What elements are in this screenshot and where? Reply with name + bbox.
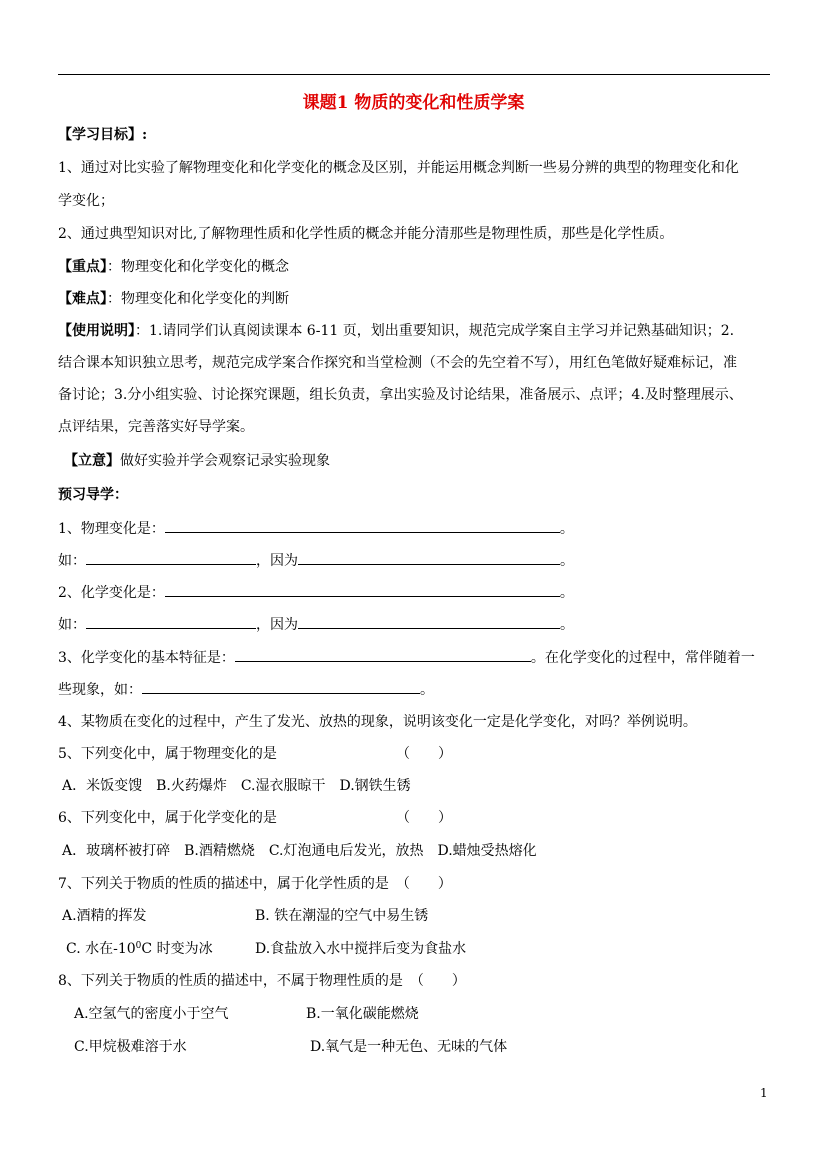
question-5-paren: （ ） xyxy=(396,746,452,762)
question-7-option-a: A.酒精的挥发 xyxy=(62,908,147,924)
question-2 xyxy=(58,582,574,603)
question-7: 7、下列关于物质的性质的描述中，属于化学性质的是 （ ） xyxy=(58,876,452,892)
usage-line-1 xyxy=(58,321,734,341)
key-point xyxy=(58,257,289,277)
question-6-paren: （ ） xyxy=(396,810,452,826)
question-8-option-a: A.空氢气的密度小于空气 xyxy=(74,1006,229,1022)
answer-blank[interactable] xyxy=(86,550,256,565)
key-point-text: ：物理变化和化学变化的概念 xyxy=(107,259,289,275)
question-8-option-c: C.甲烷极难溶于水 xyxy=(74,1039,187,1055)
goals-heading: 【学习目标】: xyxy=(58,127,148,143)
question-1-text: 1、物理变化是： xyxy=(58,521,165,537)
question-3-cont xyxy=(58,679,434,700)
question-8: 8、下列关于物质的性质的描述中，不属于物理性质的是 （ ） xyxy=(58,973,466,989)
preview-heading: 预习导学： xyxy=(58,487,128,503)
question-2-text: 2、化学变化是： xyxy=(58,585,165,601)
page-title: 课题1 物质的变化和性质学案 xyxy=(302,93,525,113)
question-8-option-d: D.氧气是一种无色、无味的气体 xyxy=(310,1039,508,1055)
question-5 xyxy=(58,744,277,764)
question-8-option-b: B.一氧化碳能燃烧 xyxy=(306,1006,419,1022)
question-5-options: A．米饭变馊 B.火药爆炸 C.湿衣服晾干 D.钢铁生锈 xyxy=(62,778,411,794)
example-label: 如： xyxy=(58,553,86,569)
answer-blank[interactable] xyxy=(165,518,560,533)
degree-superscript: 0 xyxy=(135,941,142,951)
question-2-example xyxy=(58,614,574,635)
question-1 xyxy=(58,518,574,539)
question-1-example xyxy=(58,550,574,571)
question-3-end: 。 xyxy=(420,682,434,698)
goal-item-1-cont: 学变化； xyxy=(58,193,114,209)
answer-blank[interactable] xyxy=(142,679,420,694)
motto-text: 做好实验并学会观察记录实验现象 xyxy=(120,453,330,469)
question-7-option-c xyxy=(66,939,213,959)
usage-line-2: 结合课本知识独立思考，规范完成学案合作探究和当堂检测（不会的先空着不写），用红色笔做好疑难标记，准 xyxy=(58,355,737,371)
question-3-text: 3、化学变化的基本特征是： xyxy=(58,650,235,666)
option-c-unit: C 时变为冰 xyxy=(141,941,213,957)
answer-blank[interactable] xyxy=(298,614,560,629)
difficulty-label: 【难点】 xyxy=(58,291,107,307)
usage-text-1: ：1.请同学们认真阅读课本 6-11 页，划出重要知识，规范完成学案自主学习并记熟基础知识；2. xyxy=(135,323,735,339)
usage-line-4: 点评结果，完善落实好导学案。 xyxy=(58,419,254,435)
because-label: ，因为 xyxy=(256,617,298,633)
example-label: 如： xyxy=(58,617,86,633)
question-3-mid: 。在化学变化的过程中，常伴随着一 xyxy=(530,650,755,666)
answer-blank[interactable] xyxy=(165,582,560,597)
difficulty xyxy=(58,289,289,309)
goal-item-2: 2、通过典型知识对比,了解物理性质和化学性质的概念并能分清那些是物理性质，那些是化学性质。 xyxy=(58,226,674,242)
question-6 xyxy=(58,808,277,828)
page-number: 1 xyxy=(760,1086,768,1100)
answer-blank[interactable] xyxy=(298,550,560,565)
option-c-text: C. 水在-10 xyxy=(66,941,136,957)
question-1-end: 。 xyxy=(559,521,574,537)
motto-label: 【立意】 xyxy=(64,453,120,469)
question-7-option-d: D.食盐放入水中搅拌后变为食盐水 xyxy=(255,941,467,957)
difficulty-text: ：物理变化和化学变化的判断 xyxy=(107,291,289,307)
example-end: 。 xyxy=(560,617,574,633)
question-3 xyxy=(58,647,755,668)
key-point-label: 【重点】 xyxy=(58,259,107,275)
question-2-end: 。 xyxy=(559,585,574,601)
question-5-text: 5、下列变化中，属于物理变化的是 xyxy=(58,746,277,762)
question-6-options: A．玻璃杯被打碎 B.酒精燃烧 C.灯泡通电后发光，放热 D.蜡烛受热熔化 xyxy=(62,843,537,859)
usage-label: 【使用说明】 xyxy=(58,323,135,339)
usage-line-3: 备讨论；3.分小组实验、讨论探究课题，组长负责，拿出实验及讨论结果，准备展示、点评；4.及时整理展示、 xyxy=(58,387,743,403)
header-rule xyxy=(58,74,770,75)
example-end: 。 xyxy=(560,553,574,569)
goal-item-1: 1、通过对比实验了解物理变化和化学变化的概念及区别，并能运用概念判断一些易分辨的典型的物理变化和化 xyxy=(58,160,739,176)
motto xyxy=(64,451,330,471)
question-6-text: 6、下列变化中，属于化学变化的是 xyxy=(58,810,277,826)
question-4: 4、某物质在变化的过程中，产生了发光、放热的现象，说明该变化一定是化学变化，对吗？举例说明。 xyxy=(58,714,697,730)
because-label: ，因为 xyxy=(256,553,298,569)
question-3-cont-text: 些现象，如： xyxy=(58,682,142,698)
answer-blank[interactable] xyxy=(86,614,256,629)
answer-blank[interactable] xyxy=(235,647,531,662)
question-7-option-b: B. 铁在潮湿的空气中易生锈 xyxy=(255,908,429,924)
